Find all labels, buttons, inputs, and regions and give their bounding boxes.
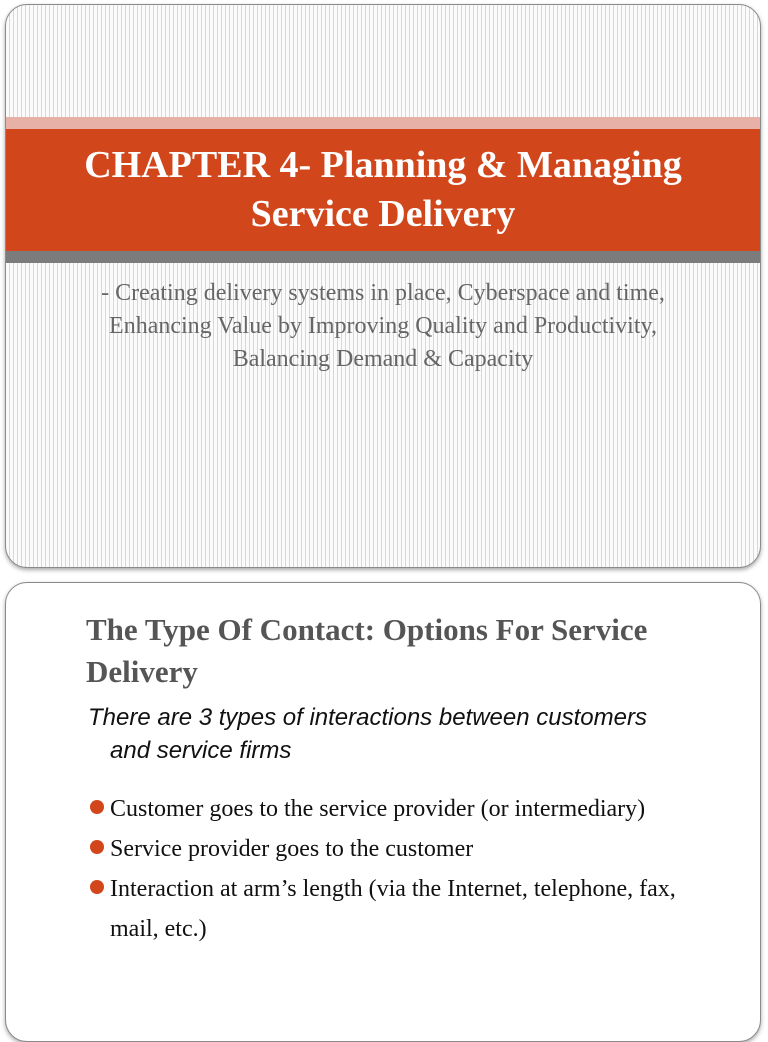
slide-subtitle: - Creating delivery systems in place, Cyberspace and time, Enhancing Value by Improving Quality and Productivity, Balancing Demand & Capacity — [101, 280, 665, 372]
title-band-bottom-stripe — [6, 251, 760, 263]
list-item-text: Customer goes to the service provider (or intermediary) — [110, 796, 646, 822]
content-slide-title: The Type Of Contact: Options For Service Delivery — [86, 612, 648, 689]
bullet-list — [88, 789, 728, 949]
content-slide — [5, 582, 761, 1042]
title-slide — [5, 4, 761, 568]
intro-text: There are 3 types of interactions between customers and service firms — [88, 704, 647, 764]
slide-title: CHAPTER 4- Planning & Managing Service Delivery — [84, 144, 682, 235]
bullet-icon — [90, 880, 104, 894]
list-item — [88, 869, 728, 949]
list-item-text: Interaction at arm’s length (via the Internet, telephone, fax, mail, etc.) — [110, 876, 676, 942]
title-band — [6, 129, 760, 251]
list-item-text: Service provider goes to the customer — [110, 836, 474, 862]
list-item — [88, 829, 728, 869]
bullet-icon — [90, 840, 104, 854]
title-band-top-stripe — [6, 117, 760, 129]
list-item — [88, 789, 728, 829]
bullet-icon — [90, 800, 104, 814]
